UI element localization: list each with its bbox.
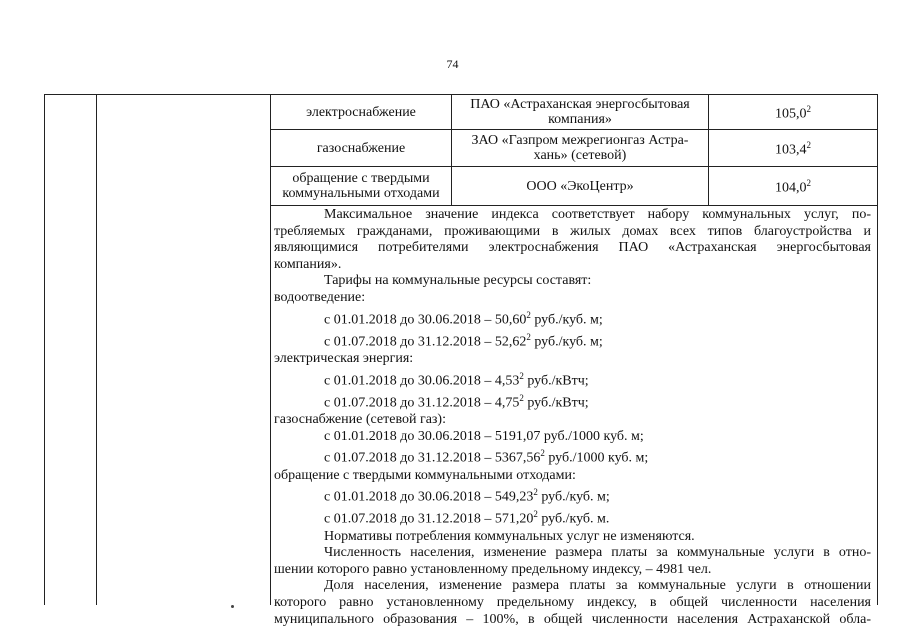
text-line: Нормативы потребления коммунальных услуг не изменяются.	[324, 528, 695, 544]
column-border	[96, 95, 97, 605]
tariff-line: с 01.07.2018 до 31.12.2018 – 52,62$^2$ руб./куб. м;	[324, 331, 603, 350]
supplier-cell: ЗАО «Газпром межрегионгаз Астра- хань» (сетевой)	[471, 133, 689, 163]
tariff-line: с 01.07.2018 до 31.12.2018 – 4,75$^2$ руб./кВтч;	[324, 392, 589, 411]
page-number: 74	[446, 57, 459, 71]
tariff-line: с 01.01.2018 до 30.06.2018 – 549,23$^2$ руб./куб. м;	[324, 487, 610, 505]
body-text	[274, 207, 871, 628]
text-line: Доля населения, изменение размера платы за коммунальные услуги в отношении	[324, 578, 871, 594]
service-cell: электроснабжение	[306, 104, 416, 120]
text-line: являющимися потребителями электроснабжения ПАО «Астраханская энергосбытовая	[274, 240, 871, 256]
row-border	[270, 205, 877, 206]
tariff-line: с 01.01.2018 до 30.06.2018 – 5191,07 руб./1000 куб. м;	[324, 428, 644, 444]
text-line: Тарифы на коммунальные ресурсы составят:	[324, 273, 592, 289]
tariff-line: с 01.07.2018 до 31.12.2018 – 571,20$^2$ руб./куб. м.	[324, 509, 610, 528]
text-line: Максимальное значение индекса соответствует набору коммунальных услуг, по-	[324, 207, 871, 222]
text-line: шении которого равно установленному предельному индексу, – 4981 чел.	[274, 561, 712, 577]
section-heading: электрическая энергия:	[274, 351, 414, 367]
index-cell: 105,0$^2$	[775, 104, 811, 122]
text-line: муниципального образования – 100%, в общей численности населения Астраханской обла-	[274, 611, 871, 627]
index-cell: 103,4$^2$	[775, 140, 811, 158]
text-line: которого равно установленному предельному индексу, в общей численности населения	[274, 595, 871, 611]
service-cell: газоснабжение	[316, 140, 406, 156]
index-cell: 104,0$^2$	[775, 178, 811, 196]
section-heading: газоснабжение (сетевой газ):	[274, 412, 446, 428]
text-line: требляемых гражданами, проживающими в жилых домах всех типов благоустройства и	[274, 223, 871, 239]
text-line: компания».	[274, 256, 342, 272]
section-heading: водоотведение:	[274, 289, 366, 305]
scan-artifact	[231, 605, 234, 608]
tariff-line: с 01.07.2018 до 31.12.2018 – 5367,56$^2$ руб./1000 куб. м;	[324, 448, 649, 466]
supplier-cell: ПАО «Астраханская энергосбытовая компания»	[470, 97, 690, 127]
text-line: Численность населения, изменение размера платы за коммунальные услуги в отно-	[324, 545, 871, 561]
section-heading: обращение с твердыми коммунальными отходами:	[274, 467, 576, 483]
service-cell: обращение с твердыми коммунальными отходами	[282, 171, 440, 201]
tariff-line: с 01.01.2018 до 30.06.2018 – 4,53$^2$ руб./кВтч;	[324, 370, 589, 389]
tariff-line: с 01.01.2018 до 30.06.2018 – 50,60$^2$ руб./куб. м;	[324, 309, 603, 328]
document-table	[44, 94, 878, 627]
supplier-cell: ООО «ЭкоЦентр»	[526, 178, 634, 194]
